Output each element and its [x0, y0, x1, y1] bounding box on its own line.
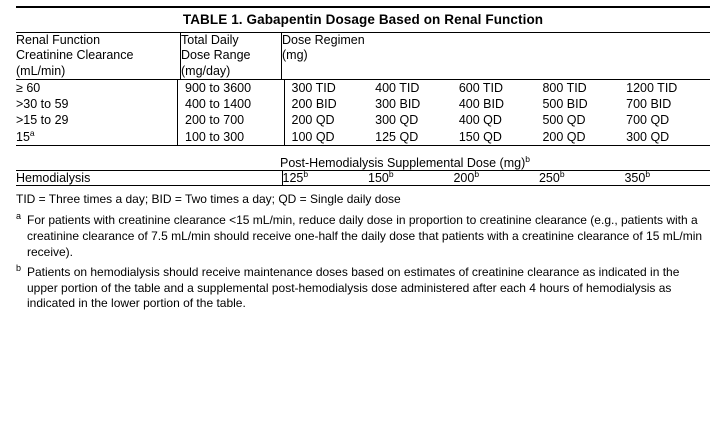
cell-hemodialysis-dose: 200$^b$ — [453, 168, 480, 185]
footnote-a — [16, 210, 710, 261]
table-row — [16, 112, 710, 128]
cell-regimen: 500 BID — [542, 97, 588, 111]
cell-renal-range: 15$^a$ — [16, 127, 35, 144]
footnote-b-text: Patients on hemodialysis should receive maintenance doses based on estimates of creatinine clearance as indicated in the upper portion of the table and a supplemental post-hemodialysis dose administered after each 4 hours of hemodialysis as indicated in the lower portion of the table. — [27, 264, 680, 311]
cell-hemodialysis-dose: 250$^b$ — [538, 168, 565, 185]
cell-total-daily: 400 to 1400 — [178, 96, 284, 112]
cell-regimen: 800 TID — [542, 80, 587, 95]
cell-regimen: 400 TID — [375, 80, 420, 95]
post-hemodialysis-header: Post-Hemodialysis Supplemental Dose (mg)$^b$ — [280, 153, 530, 170]
cell-renal-range: >15 to 29 — [16, 113, 69, 128]
cell-total-daily: 100 to 300 — [178, 129, 284, 145]
cell-regimen: 125 QD — [375, 129, 419, 144]
footnote-b — [16, 261, 710, 312]
table-row — [16, 129, 710, 145]
cell-regimen: 300 TID — [284, 80, 375, 96]
cell-regimen: 500 QD — [542, 113, 586, 128]
cell-regimen: 700 BID — [626, 97, 672, 111]
dosage-table-body — [16, 80, 710, 145]
table-title: TABLE 1. Gabapentin Dosage Based on Renal Function — [182, 12, 544, 27]
cell-total-daily: 900 to 3600 — [178, 80, 284, 96]
cell-regimen: 200 QD — [542, 129, 586, 144]
cell-hemodialysis-label: Hemodialysis — [16, 170, 91, 185]
table-row — [16, 171, 710, 185]
header-dose-regimen: Dose Regimen (mg) — [282, 33, 711, 79]
cell-regimen: 400 BID — [458, 97, 504, 111]
cell-hemodialysis-dose: 350$^b$ — [624, 168, 651, 185]
cell-renal-range: >30 to 59 — [16, 97, 69, 111]
footnote-marker-a: a — [29, 127, 35, 138]
table-footnotes — [16, 186, 710, 313]
cell-hemodialysis-dose: 150$^b$ — [368, 168, 394, 185]
cell-hemodialysis-dose: 125$^b$ — [282, 171, 368, 185]
cell-regimen: 300 BID — [375, 97, 421, 111]
dosage-table — [16, 33, 710, 79]
cell-regimen: 300 QD — [626, 129, 670, 144]
cell-regimen: 700 QD — [626, 113, 670, 128]
cell-regimen: 400 QD — [458, 113, 502, 128]
hemodialysis-row-table — [16, 168, 710, 185]
post-hemodialysis-section — [16, 153, 710, 170]
footnote-a-text: For patients with creatinine clearance <15 mL/min, reduce daily dose in proportion to creatinine clearance (e.g., patients with a creatinine clearance of 7.5 mL/min should receive one-half the daily dose that patients with a creatinine clearance of 15 mL/min receive). — [27, 213, 703, 260]
cell-renal-range: ≥ 60 — [16, 80, 41, 95]
cell-regimen: 150 QD — [458, 129, 502, 144]
cell-regimen: 200 QD — [284, 112, 375, 128]
footnote-marker-b: b — [525, 153, 530, 164]
post-hemodialysis-header-row — [16, 156, 710, 170]
cell-regimen: 200 BID — [284, 96, 375, 112]
cell-regimen: 100 QD — [284, 129, 375, 145]
cell-regimen: 600 TID — [458, 80, 504, 95]
abbreviation-note: TID = Three times a day; BID = Two times a day; QD = Single daily dose — [16, 192, 401, 207]
table-row — [16, 96, 710, 112]
cell-regimen: 1200 TID — [626, 80, 678, 95]
header-total-daily-dose: Total Daily Dose Range (mg/day) — [181, 33, 282, 79]
footnote-a-marker: a — [16, 211, 22, 222]
table-page — [0, 6, 726, 438]
cell-regimen: 300 QD — [375, 113, 419, 128]
header-renal-function: Renal Function Creatinine Clearance (mL/min) — [16, 33, 134, 78]
footnote-b-marker: b — [16, 262, 22, 273]
table-row — [16, 80, 710, 96]
cell-total-daily: 200 to 700 — [178, 112, 284, 128]
table-header-row — [16, 33, 710, 79]
